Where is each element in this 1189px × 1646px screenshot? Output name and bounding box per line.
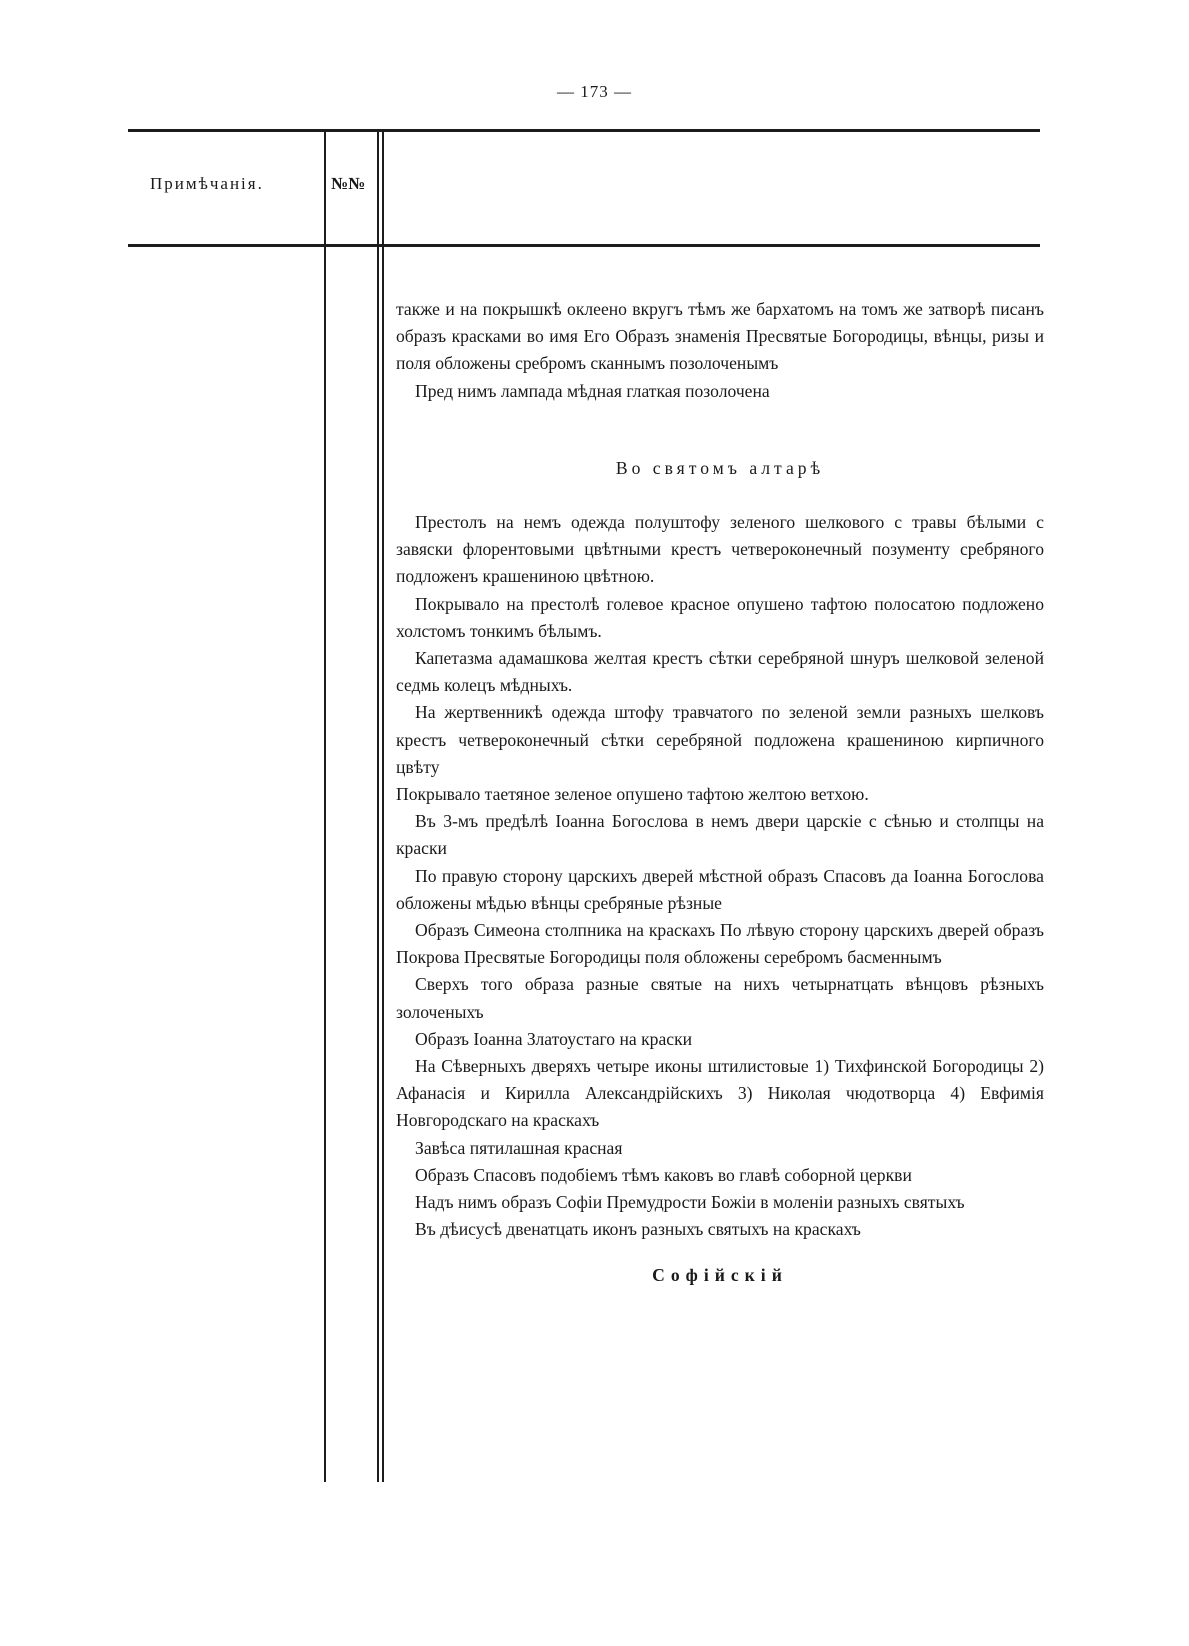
column-divider-right-double <box>382 132 384 1482</box>
paragraph: Престолъ на немъ одежда полуштофу зеленого шелкового с травы бѣлыми с завяски флорентовыми цвѣтными крестъ четвероконечный позументу сребряного подложенъ крашениною цвѣтною. <box>396 512 1044 587</box>
paragraph: Сверхъ того образа разные святые на нихъ четырнатцать вѣнцовъ рѣзныхъ золоченыхъ <box>396 974 1044 1022</box>
paragraph: Покрывало таетяное зеленое опушено тафтою желтою ветхою. <box>396 784 869 805</box>
intro-paragraph-1: также и на покрышкѣ оклеено вкругъ тѣмъ же бархатомъ на томъ же затворѣ писанъ образъ красками во имя Его Образъ знаменія Пресвятые Богородицы, вѣнцы, ризы и поля обложены сребромъ сканнымъ позолоченымъ <box>396 299 1044 374</box>
paragraph: На Сѣверныхъ дверяхъ четыре иконы штилистовые 1) Тихфинской Богородицы 2) Афанасія и Кирилла Александрійскихъ 3) Николая чюдотворца 4) Евфимія Новгородскаго на краскахъ <box>396 1056 1044 1131</box>
notes-column-header: Примѣчанія. <box>150 174 264 193</box>
paragraph: Завѣса пятилашная красная <box>415 1137 623 1158</box>
paragraph: Образъ Симеона столпника на краскахъ По лѣвую сторону царскихъ дверей образъ Покрова Пресвятые Богородицы поля обложены серебромъ басменнымъ <box>396 920 1044 968</box>
intro-paragraph-2: Пред нимъ лампада мѣдная глаткая позолочена <box>415 380 770 401</box>
paragraph: Въ дѣисусѣ двенатцать иконъ разныхъ святыхъ на краскахъ <box>415 1219 861 1240</box>
paragraph: Надъ нимъ образъ Софіи Премудрости Божіи в моленіи разныхъ святыхъ <box>415 1192 965 1213</box>
paragraph: Образъ Спасовъ подобіемъ тѣмъ каковъ во главѣ соборной церкви <box>415 1164 912 1185</box>
paragraph: Въ 3-мъ предѣлѣ Іоанна Богослова в немъ двери царскіе с сѣнью и столпцы на краски <box>396 811 1044 859</box>
section-heading: Во святомъ алтарѣ <box>615 457 825 478</box>
paragraph: Капетазма адамашкова желтая крестъ сѣтки серебряной шнуръ шелковой зеленой седмь колецъ мѣдныхъ. <box>396 648 1044 696</box>
paragraph: На жертвенникѣ одежда штофу травчатого по зеленой земли разныхъ шелковъ крестъ четвероконечный сѣтки серебряной подложена крашениною кирпичного цвѣту <box>396 702 1044 777</box>
main-text <box>396 296 1044 1289</box>
number-column-header: №№ <box>331 174 366 193</box>
paragraph: По правую сторону царскихъ дверей мѣстной образъ Спасовъ да Іоанна Богослова обложены мѣдью вѣнцы сребряные рѣзные <box>396 865 1044 913</box>
header-bottom-rule <box>128 244 1040 247</box>
column-divider-left <box>324 132 326 1482</box>
column-divider-right <box>377 132 379 1482</box>
paragraph: Покрывало на престолѣ голевое красное опушено тафтою полосатою подложено холстомъ тонкимъ бѣлымъ. <box>396 593 1044 641</box>
page-number: — 173 — <box>557 82 632 101</box>
paragraph: Образъ Іоанна Златоустаго на краски <box>415 1028 693 1049</box>
top-rule <box>128 129 1040 132</box>
catchword: Софійскій <box>652 1264 788 1285</box>
